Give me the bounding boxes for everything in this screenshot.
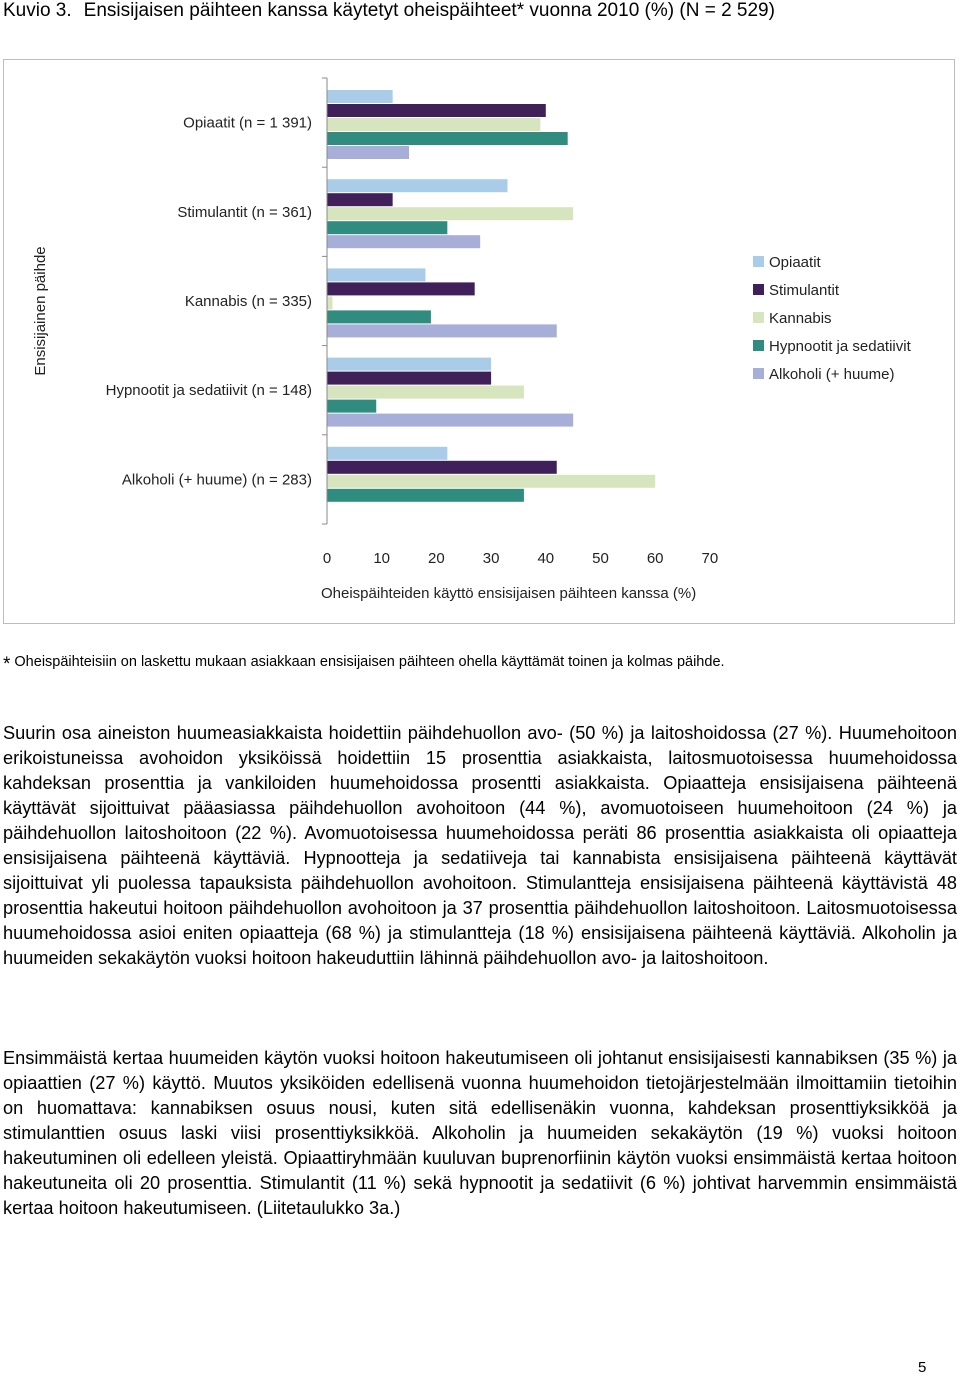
x-tick-label: 70 bbox=[701, 550, 719, 567]
bar bbox=[327, 296, 332, 309]
legend-swatch bbox=[753, 312, 764, 323]
category-label: Hypnootit ja sedatiivit (n = 148) bbox=[105, 382, 312, 400]
legend-swatch bbox=[753, 284, 764, 295]
legend-label: Alkoholi (+ huume) bbox=[769, 366, 895, 383]
bar bbox=[327, 118, 540, 131]
chart-container bbox=[3, 59, 955, 624]
category-label: Opiaatit (n = 1 391) bbox=[183, 114, 312, 132]
page-number: 5 bbox=[918, 1359, 927, 1376]
bar bbox=[327, 310, 431, 323]
legend-swatch bbox=[753, 256, 764, 267]
category-label: Kannabis (n = 335) bbox=[184, 293, 312, 310]
legend-swatch bbox=[753, 340, 764, 351]
footnote bbox=[3, 652, 953, 675]
legend-swatch bbox=[753, 368, 764, 379]
figure-title bbox=[3, 0, 775, 22]
bar bbox=[327, 282, 475, 295]
bar bbox=[327, 461, 557, 474]
legend-label: Hypnootit ja sedatiivit bbox=[769, 338, 911, 355]
bar bbox=[327, 90, 393, 103]
bar bbox=[327, 221, 447, 234]
legend-label: Stimulantit bbox=[769, 282, 840, 299]
bar bbox=[327, 447, 447, 460]
legend-label: Kannabis bbox=[769, 310, 832, 327]
bar bbox=[327, 179, 508, 192]
bar bbox=[327, 132, 568, 145]
bar bbox=[327, 268, 425, 281]
bar bbox=[327, 489, 524, 502]
legend-label: Opiaatit bbox=[769, 254, 821, 271]
x-tick-label: 10 bbox=[373, 550, 391, 567]
paragraph-first-time: Ensimmäistä kertaa huumeiden käytön vuoksi hoitoon hakeutumiseen oli johtanut ensisijaisesti kannabiksen (35 %) ja opiaattien (27 %) käyttö. Muutos yksiköiden edellisenä vuonna huumehoidon tietojärjestelmään ilmoittamiin tietoihin on huomattava: kannabiksen osuus nousi, kuten sitä edellisenäkin vuonna, kahdeksan prosenttiyksikköä ja stimulanttien osuus laski viisi prosenttiyksikköä. Alkoholin ja huumeiden sekakäytön (19 %) vuoksi hoitoon hakeutuminen oli edelleen yleistä. Opiaattiryhmään kuuluvan buprenorfiinin käytön vuoksi ensimmäistä kertaa hoitoon hakeutuneita oli 20 prosenttia. Stimulantit (11 %) sekä hypnootit ja sedatiivit (6 %) johtivat harvemmin ensimmäistä kertaa hoitoon hakeutumiseen. (Liitetaulukko 3a.) bbox=[3, 1048, 957, 1219]
bar bbox=[327, 146, 409, 159]
bar bbox=[327, 475, 655, 488]
x-tick-label: 50 bbox=[592, 550, 609, 567]
y-axis-title: Ensisijainen päihde bbox=[32, 246, 49, 376]
footnote-text: Oheispäihteisiin on laskettu mukaan asiakkaan ensisijaisen päihteen ohella käyttämät toinen ja kolmas päihde. bbox=[14, 654, 725, 670]
x-tick-label: 40 bbox=[537, 550, 555, 567]
x-tick-label: 0 bbox=[322, 550, 332, 567]
bar bbox=[327, 414, 573, 427]
bar-chart bbox=[4, 60, 954, 623]
bar bbox=[327, 386, 524, 399]
bar bbox=[327, 372, 491, 385]
bar bbox=[327, 358, 491, 371]
bar bbox=[327, 193, 393, 206]
footnote-marker: * bbox=[3, 654, 11, 675]
bar bbox=[327, 324, 557, 337]
figure-number: Kuvio 3. bbox=[3, 0, 72, 21]
x-tick-label: 60 bbox=[646, 550, 664, 567]
bar bbox=[327, 400, 376, 413]
category-label: Stimulantit (n = 361) bbox=[177, 203, 312, 221]
paragraph-treatment: Suurin osa aineiston huumeasiakkaista hoidettiin päihdehuollon avo- (50 %) ja laitoshoidossa (27 %). Huumehoitoon erikoistuneissa avohoidon yksiköissä hoidettiin 15 prosenttia asiakkaista, laitosmuotoisessa huumehoidossa kahdeksan prosenttia ja vankiloiden huumehoidossa prosentti asiakkaista. Opiaatteja ensisijaisena päihteenä käyttävät sijoittuivat pääasiassa päihdehuollon avohoitoon (44 %), avomuotoiseen huumehoitoon (24 %) ja päihdehuollon laitoshoitoon (22 %). Avomuotoisessa huumehoidossa peräti 86 prosenttia asiakkaista oli opiaatteja ensisijaisena päihteenä käyttäviä. Hypnootteja ja sedatiiveja tai kannabista ensisijaisena päihteenä käyttävät sijoittuivat yli puolessa tapauksista päihdehuollon avohoitoon. Stimulantteja ensisijaisena päihteenä käyttävistä 48 prosenttia hakeutui hoitoon päihdehuollon avohoitoon ja 37 prosenttia päihdehuollon laitoshoitoon. Laitosmuotoisessa huumehoidossa asioi eniten opiaatteja (68 %) ja stimulantteja (18 %) ensisijaisena päihteenä käyttäviä. Alkoholin ja huumeiden sekakäytön vuoksi hoitoon hakeuduttiin lähinnä päihdehuollon avo- ja laitoshoitoon. bbox=[3, 723, 957, 969]
bar bbox=[327, 235, 480, 248]
x-tick-label: 20 bbox=[428, 550, 445, 567]
bar bbox=[327, 104, 546, 117]
x-tick-label: 30 bbox=[482, 550, 500, 567]
figure-title-text: Ensisijaisen päihteen kanssa käytetyt oheispäihteet* vuonna 2010 (%) (N = 2 529) bbox=[83, 0, 775, 21]
bar bbox=[327, 207, 573, 220]
x-axis-title: Oheispäihteiden käyttö ensisijaisen päihteen kanssa (%) bbox=[321, 585, 697, 602]
category-label: Alkoholi (+ huume) (n = 283) bbox=[121, 471, 312, 489]
